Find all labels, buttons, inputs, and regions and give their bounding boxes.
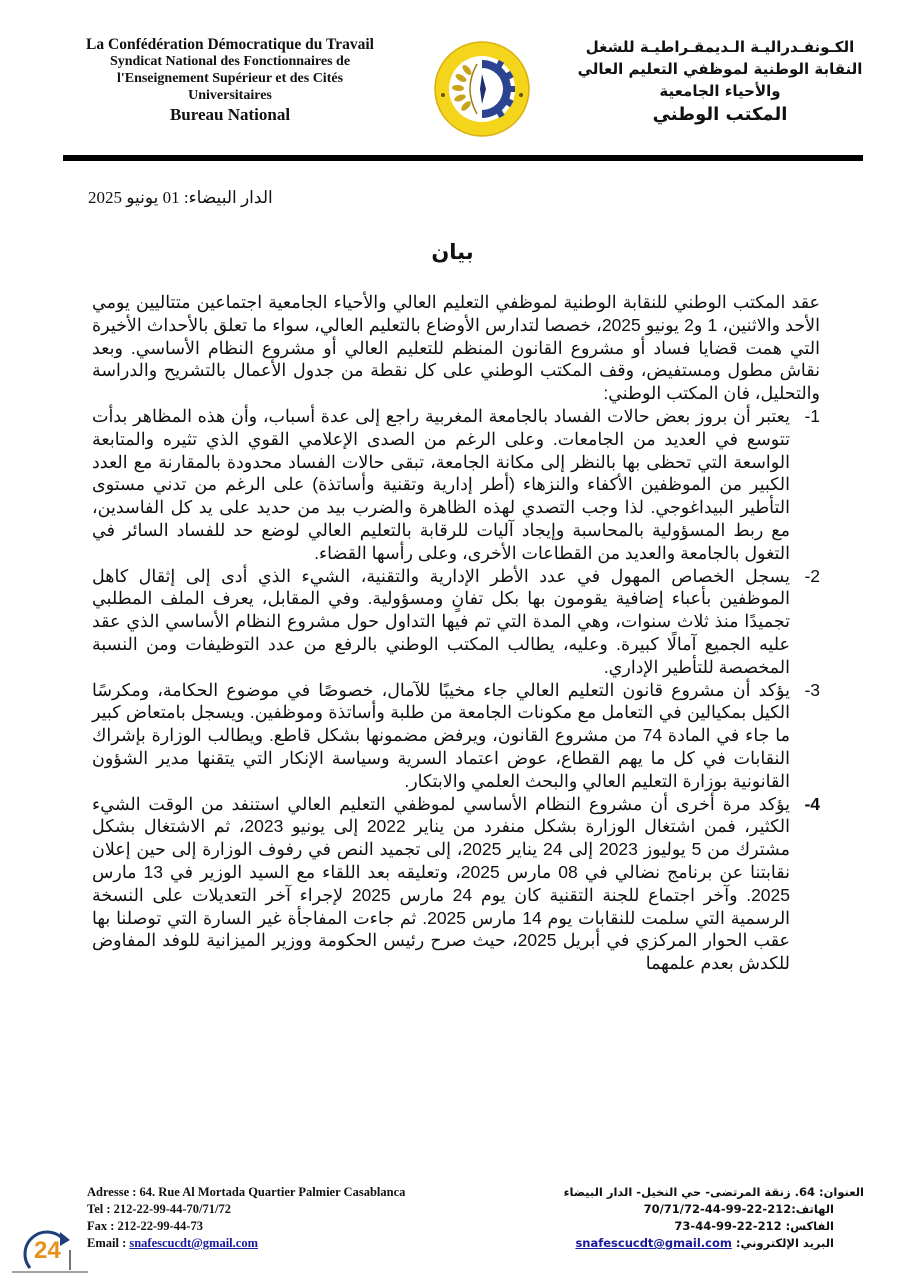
footer-address-fr: Adresse : 64. Rue Al Mortada Quartier Palmier Casablanca xyxy=(87,1185,406,1199)
footer-email-label-fr: Email : xyxy=(87,1236,130,1250)
item-number: 1- xyxy=(804,405,820,426)
news-24-watermark-icon xyxy=(8,1220,88,1276)
item-number: 4- xyxy=(804,793,820,814)
footer-fax-fr: Fax : 212-22-99-44-73 xyxy=(87,1219,203,1233)
item-number: 3- xyxy=(804,679,820,700)
footer-address-ar: العنوان: 64. زنقة المرتضى- حي النخيل- الدار البيضاء xyxy=(563,1185,864,1199)
statement-item-1 xyxy=(92,405,820,565)
syndicate-name-ar-line1: النقابة الوطنية لموظفي التعليم العالي xyxy=(577,60,863,78)
cdt-emblem-icon xyxy=(433,40,531,138)
document-date: الدار البيضاء: 01 يونيو 2025 xyxy=(88,188,273,207)
syndicate-name-fr-line1: Syndicat National des Fonctionnaires de xyxy=(109,54,351,69)
confederation-name-fr: La Confédération Démocratique du Travail xyxy=(86,36,374,53)
item-number: 2- xyxy=(804,565,820,586)
footer-tel-fr: Tel : 212-22-99-44-70/71/72 xyxy=(87,1202,231,1216)
footer-email-row-fr xyxy=(87,1235,487,1252)
statement-item-2 xyxy=(92,565,820,679)
syndicate-name-ar-line2: والأحياء الجامعية xyxy=(659,82,781,100)
bureau-national-fr: Bureau National xyxy=(169,105,291,124)
intro-paragraph: عقد المكتب الوطني للنقابة الوطنية لموظفي التعليم العالي والأحياء الجامعية اجتماعين متتاليين يومي الأحد والاثنين، 1 و2 يونيو 2025، خصصا لتدارس الأوضاع بالتعليم العالي، سواء ما تعلق بالأحداث الأخيرة التي همت قضايا فساد أو مشروع القانون المنظم للتعليم العالي أو مشروع النظام الأساسي. وبعد نقاش مطول ومستفيض، وقف المكتب الوطني على كل نقطة من جدول الأعمال بالتشريح والدراسة والتحليل، فان المكتب الوطني: xyxy=(92,292,820,404)
footer-tel-ar: الهاتف:212-22-99-44-70/71/72 xyxy=(643,1202,834,1216)
bureau-national-ar: المكتب الوطني xyxy=(652,104,788,125)
svg-text:24: 24 xyxy=(34,1237,61,1264)
footer-email-label-ar: البريد الإلكتروني: xyxy=(731,1236,834,1250)
statement-item-4 xyxy=(92,793,820,975)
header-french-block xyxy=(60,36,400,126)
syndicate-name-fr-line3: Universitaires xyxy=(188,88,272,103)
footer-contact-fr xyxy=(87,1184,487,1252)
footer-email-link-ar[interactable]: snafescucdt@gmail.com xyxy=(575,1236,732,1250)
footer-email-link-fr[interactable]: snafescucdt@gmail.com xyxy=(129,1236,258,1250)
statement-body xyxy=(92,291,820,975)
footer-fax-ar: الفاكس: 212-22-99-44-73 xyxy=(674,1219,834,1233)
item-text: يعتبر أن بروز بعض حالات الفساد بالجامعة المغربية راجع إلى عدة أسباب، وأن هذه المظاهر بدأت تتوسع في العديد من الجامعات. وعلى الرغم من الصدى الإعلامي القوي الذي تثيره والمتابعة الواسعة التي تحظى بها بالنظر إلى مكانة الجامعة، تبقى حالات الفساد محدودة بالمقارنة مع العدد الكبير من الموظفين الأكفاء والنزهاء (أطر إدارية وتقنية وأساتذة) على الرغم من تدني مستوى التأطير البيداغوجي. لذا وجب التصدي لهذه الظاهرة والضرب بيد من حديد على يد كل الفاسدين، مع ربط المسؤولية بالمحاسبة وإيجاد آليات للرقابة بالتعليم العالي لوضع حد للفساد السائر في التغول بالجامعة والعديد من القطاعات الأخرى، وعلى رأسها القضاء. xyxy=(92,405,791,563)
item-text: يؤكد أن مشروع قانون التعليم العالي جاء مخيبًا للآمال، خصوصًا في موضوع الحكامة، ومكرسًا الكيل بمكيالين في التعامل مع مكونات الجامعة من طلبة وأساتذة وموظفين. ويسجل بامتعاض كبير ما جاء في المادة 74 من مشروع القانون، ويرفض مضمونها بشكل قاطع. ويطالب الوزارة بإشراك النقابات في كل ما يهم القطاع، عوض اعتماد السرية وسياسة الإنكار التي يتقنها مدير الشؤون القانونية بوزارة التعليم العالي والبحث العلمي والابتكار. xyxy=(92,679,790,791)
confederation-name-ar: الكـونفـدراليـة الـديمقـراطيـة للشغل xyxy=(585,38,855,56)
header-divider xyxy=(63,155,863,161)
footer-contact-ar xyxy=(540,1184,864,1252)
header-arabic-block xyxy=(575,36,865,128)
syndicate-name-fr-line2: l'Enseignement Supérieur et des Cités xyxy=(116,71,344,86)
footer-email-row-ar xyxy=(540,1235,864,1252)
item-text: يسجل الخصاص المهول في عدد الأطر الإدارية والتقنية، الشيء الذي أدى إلى إثقال كاهل الموظفين بأعباء إضافية يقومون بها بكل تفانٍ ومسؤولية. وفي المقابل، يعرف الملف المطلبي تجميدًا منذ ثلاث سنوات، وهي المدة التي تم فيها التداول حول مشروع النظام الأساسي الذي عقد عليه الجميع آمالًا كبيرة. وعليه، يطالب المكتب الوطني بالرفع من عدد التوظيفات ومن النسبة المخصصة للتأطير الإداري. xyxy=(92,565,790,677)
statement-item-3 xyxy=(92,679,820,793)
document-title: بيان xyxy=(431,240,474,264)
item-text: يؤكد مرة أخرى أن مشروع النظام الأساسي لموظفي التعليم العالي استنفد من الوقت الشيء الكثير، فمن اشتغال الوزارة بشكل منفرد من يناير 2022 إلى يونيو 2023، ثم الاشتغال بشكل مشترك من 5 يوليوز 2023 إلى 24 يناير 2025، إلى تجميد النص في رفوف الوزارة إلى حين إعلان نقابتنا عن برنامج نضالي في 08 مارس 2025، وتعليقه بعد اللقاء مع السيد الوزير في 13 مارس 2025. وآخر اجتماع للجنة التقنية كان يوم 24 مارس 2025 لإجراء آخر التعديلات على النسخة الرسمية التي سلمت للنقابات يوم 14 مارس 2025. ثم جاءت المفاجأة غير السارة التي توصلنا بها عقب الحوار المركزي في أبريل 2025، حيث صرح رئيس الحكومة ووزير الميزانية للوفد المفاوض للكدش بعدم علمهما xyxy=(92,793,791,974)
